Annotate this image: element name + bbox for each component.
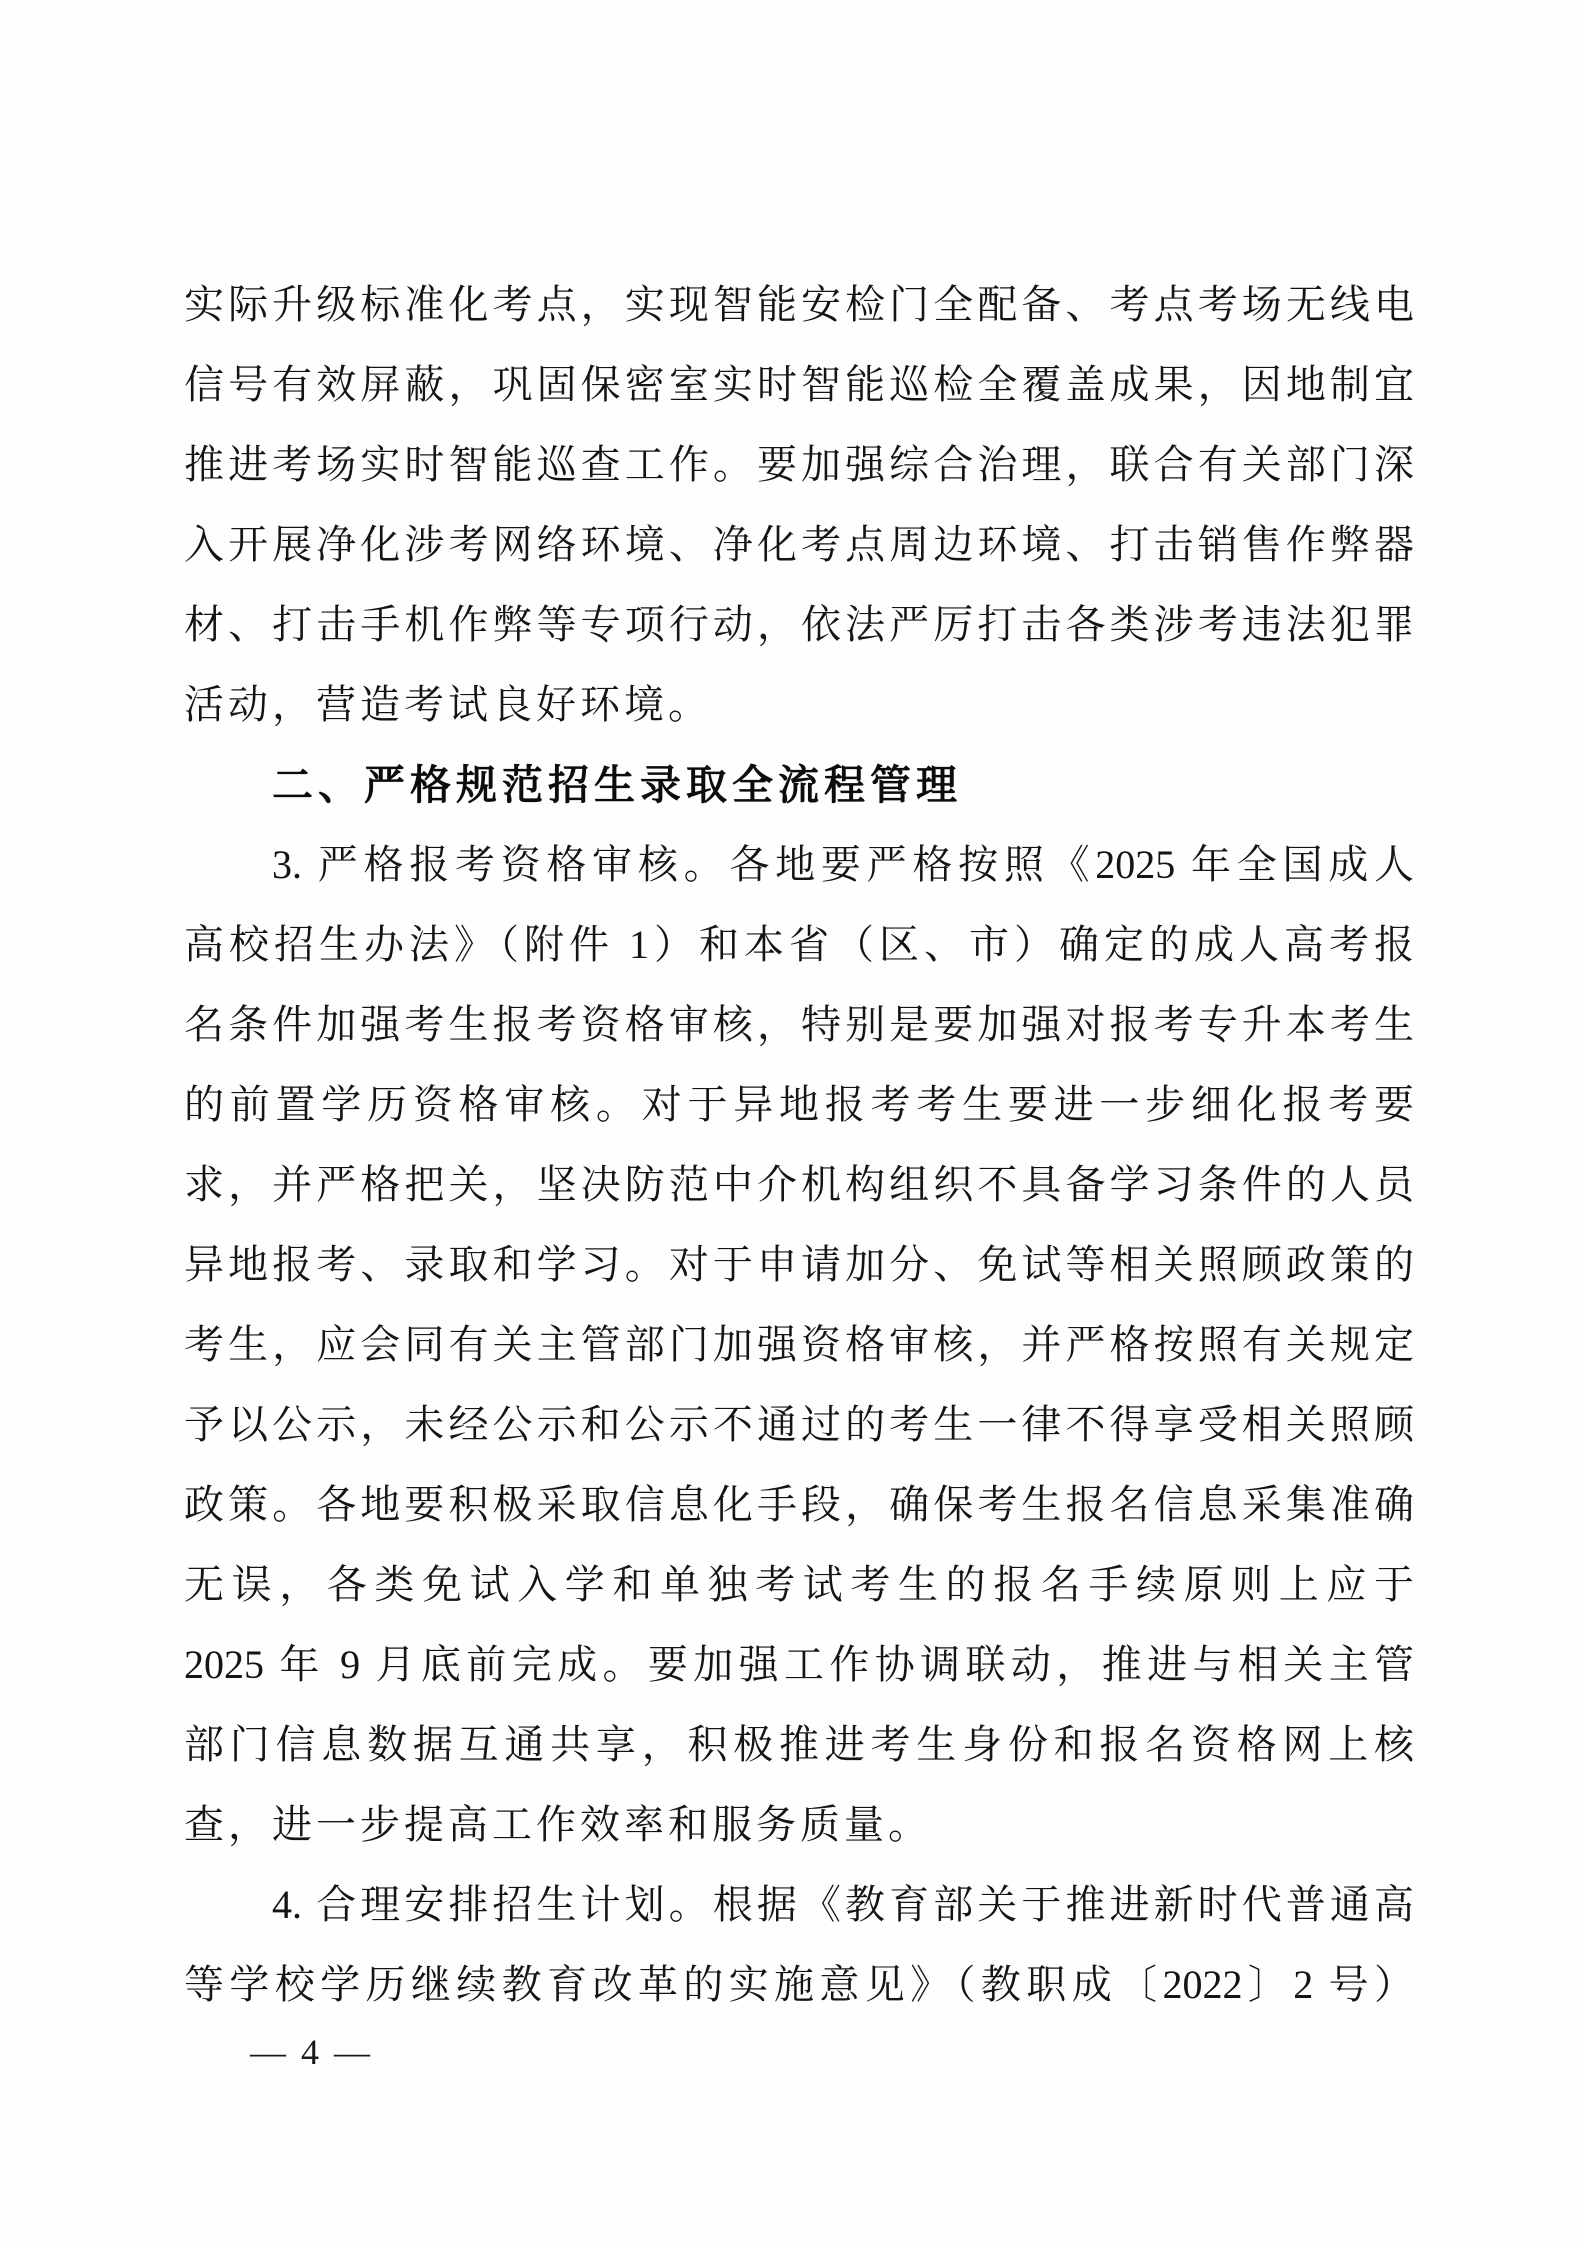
text-line: 名条件加强考生报考资格审核，特别是要加强对报考专升本考生 (184, 1002, 1414, 1047)
text-line: 政策。各地要积极采取信息化手段，确保考生报名信息采集准确 (184, 1482, 1414, 1527)
page-number: — 4 — (250, 2032, 373, 2072)
text-line: 实际升级标准化考点，实现智能安检门全配备、考点考场无线电 (184, 282, 1414, 327)
text-line: 3. 严格报考资格审核。各地要严格按照《2025 年全国成人 (272, 842, 1414, 887)
text-line: 高校招生办法》（附件 1）和本省（区、市）确定的成人高考报 (184, 922, 1414, 967)
section-heading: 二、严格规范招生录取全流程管理 (272, 762, 962, 808)
text-line: 2025 年 9 月底前完成。要加强工作协调联动，推进与相关主管 (184, 1642, 1414, 1687)
text-line: 异地报考、录取和学习。对于申请加分、免试等相关照顾政策的 (184, 1242, 1414, 1287)
text-line: 部门信息数据互通共享，积极推进考生身份和报名资格网上核 (184, 1722, 1414, 1767)
text-line: 考生，应会同有关主管部门加强资格审核，并严格按照有关规定 (184, 1322, 1414, 1367)
text-line: 等学校学历继续教育改革的实施意见》（教职成〔2022〕2 号） (184, 1962, 1414, 2007)
text-line: 的前置学历资格审核。对于异地报考考生要进一步细化报考要 (184, 1082, 1414, 1127)
text-line: 入开展净化涉考网络环境、净化考点周边环境、打击销售作弊器 (184, 522, 1414, 567)
text-line: 4. 合理安排招生计划。根据《教育部关于推进新时代普通高 (272, 1882, 1414, 1927)
text-line: 求，并严格把关，坚决防范中介机构组织不具备学习条件的人员 (184, 1162, 1414, 1207)
text-line: 信号有效屏蔽，巩固保密室实时智能巡检全覆盖成果，因地制宜 (184, 362, 1414, 407)
text-line: 材、打击手机作弊等专项行动，依法严厉打击各类涉考违法犯罪 (184, 602, 1414, 647)
document-body (184, 265, 1414, 2025)
text-line: 活动，营造考试良好环境。 (184, 682, 712, 727)
text-line: 推进考场实时智能巡查工作。要加强综合治理，联合有关部门深 (184, 442, 1414, 487)
text-line: 无误，各类免试入学和单独考试考生的报名手续原则上应于 (184, 1562, 1414, 1607)
text-line: 予以公示，未经公示和公示不通过的考生一律不得享受相关照顾 (184, 1402, 1414, 1447)
text-line: 查，进一步提高工作效率和服务质量。 (184, 1802, 932, 1847)
